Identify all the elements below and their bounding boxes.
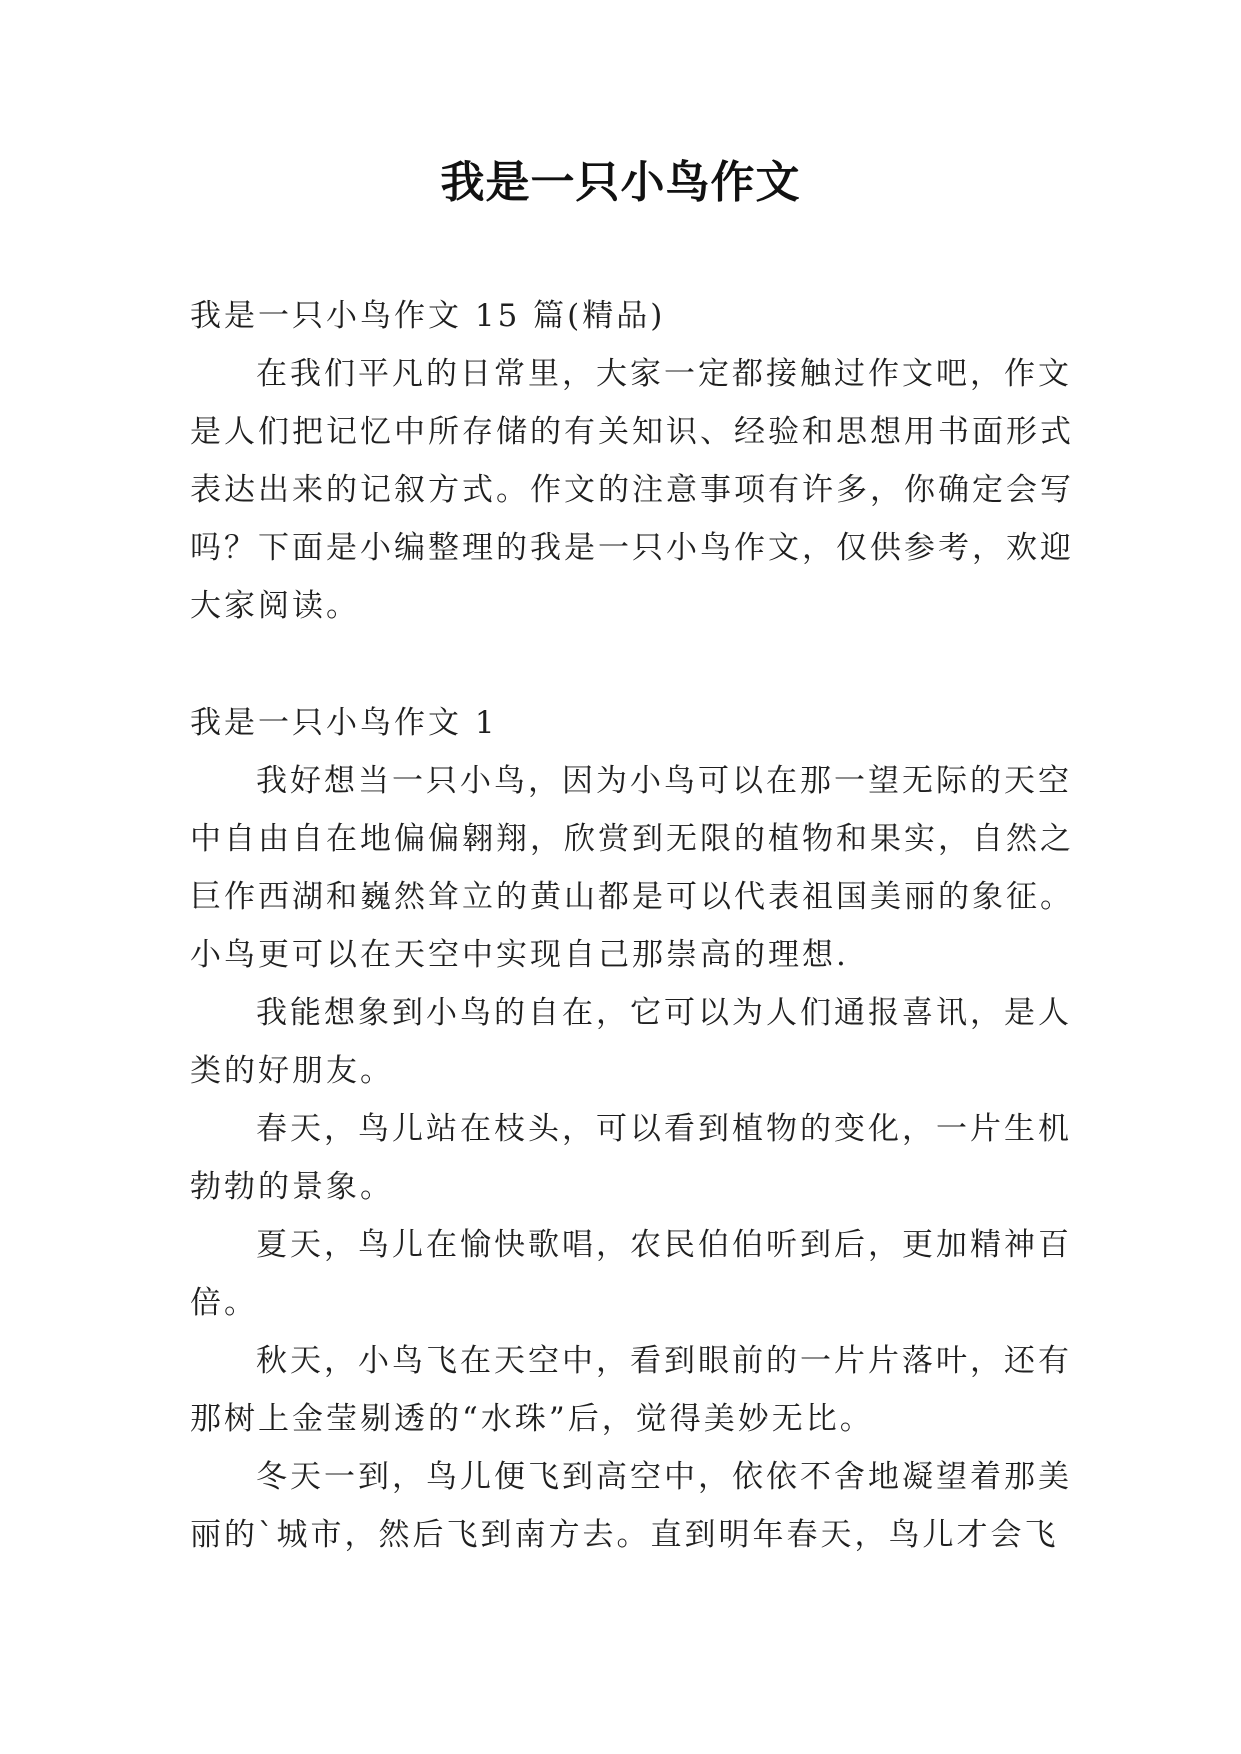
intro-line: 吗？下面是小编整理的我是一只小鸟作文，仅供参考，欢迎 — [190, 530, 1074, 566]
body-line: 小鸟更可以在天空中实现自己那崇高的理想. — [190, 937, 849, 973]
body-line: 倍。 — [190, 1285, 258, 1321]
body-line: 春天，鸟儿站在枝头，可以看到植物的变化，一片生机 — [256, 1111, 1072, 1147]
document-title: 我是一只小鸟作文 — [440, 157, 801, 208]
body-line: 冬天一到，鸟儿便飞到高空中，依依不舍地凝望着那美 — [256, 1459, 1072, 1495]
intro-line: 在我们平凡的日常里，大家一定都接触过作文吧，作文 — [256, 356, 1072, 392]
intro-line: 表达出来的记叙方式。作文的注意事项有许多，你确定会写 — [190, 472, 1074, 508]
body-line: 丽的`城市，然后飞到南方去。直到明年春天，鸟儿才会飞 — [190, 1517, 1059, 1553]
intro-line: 大家阅读。 — [190, 588, 360, 624]
body-line: 中自由自在地偏偏翱翔，欣赏到无限的植物和果实，自然之 — [190, 821, 1074, 857]
body-line: 类的好朋友。 — [190, 1053, 394, 1089]
body-line: 勃勃的景象。 — [190, 1169, 394, 1205]
body-line: 夏天，鸟儿在愉快歌唱，农民伯伯听到后，更加精神百 — [256, 1227, 1072, 1263]
section-heading: 我是一只小鸟作文 1 — [190, 705, 498, 741]
body-line: 秋天，小鸟飞在天空中，看到眼前的一片片落叶，还有 — [256, 1343, 1072, 1379]
body-line: 那树上金莹剔透的“水珠”后，觉得美妙无比。 — [190, 1401, 874, 1437]
body-line: 我好想当一只小鸟，因为小鸟可以在那一望无际的天空 — [256, 763, 1072, 799]
document-subtitle: 我是一只小鸟作文 15 篇(精品) — [190, 298, 666, 334]
body-line: 巨作西湖和巍然耸立的黄山都是可以代表祖国美丽的象征。 — [190, 879, 1074, 915]
body-line: 我能想象到小鸟的自在，它可以为人们通报喜讯，是人 — [256, 995, 1072, 1031]
intro-line: 是人们把记忆中所存储的有关知识、经验和思想用书面形式 — [190, 414, 1074, 450]
